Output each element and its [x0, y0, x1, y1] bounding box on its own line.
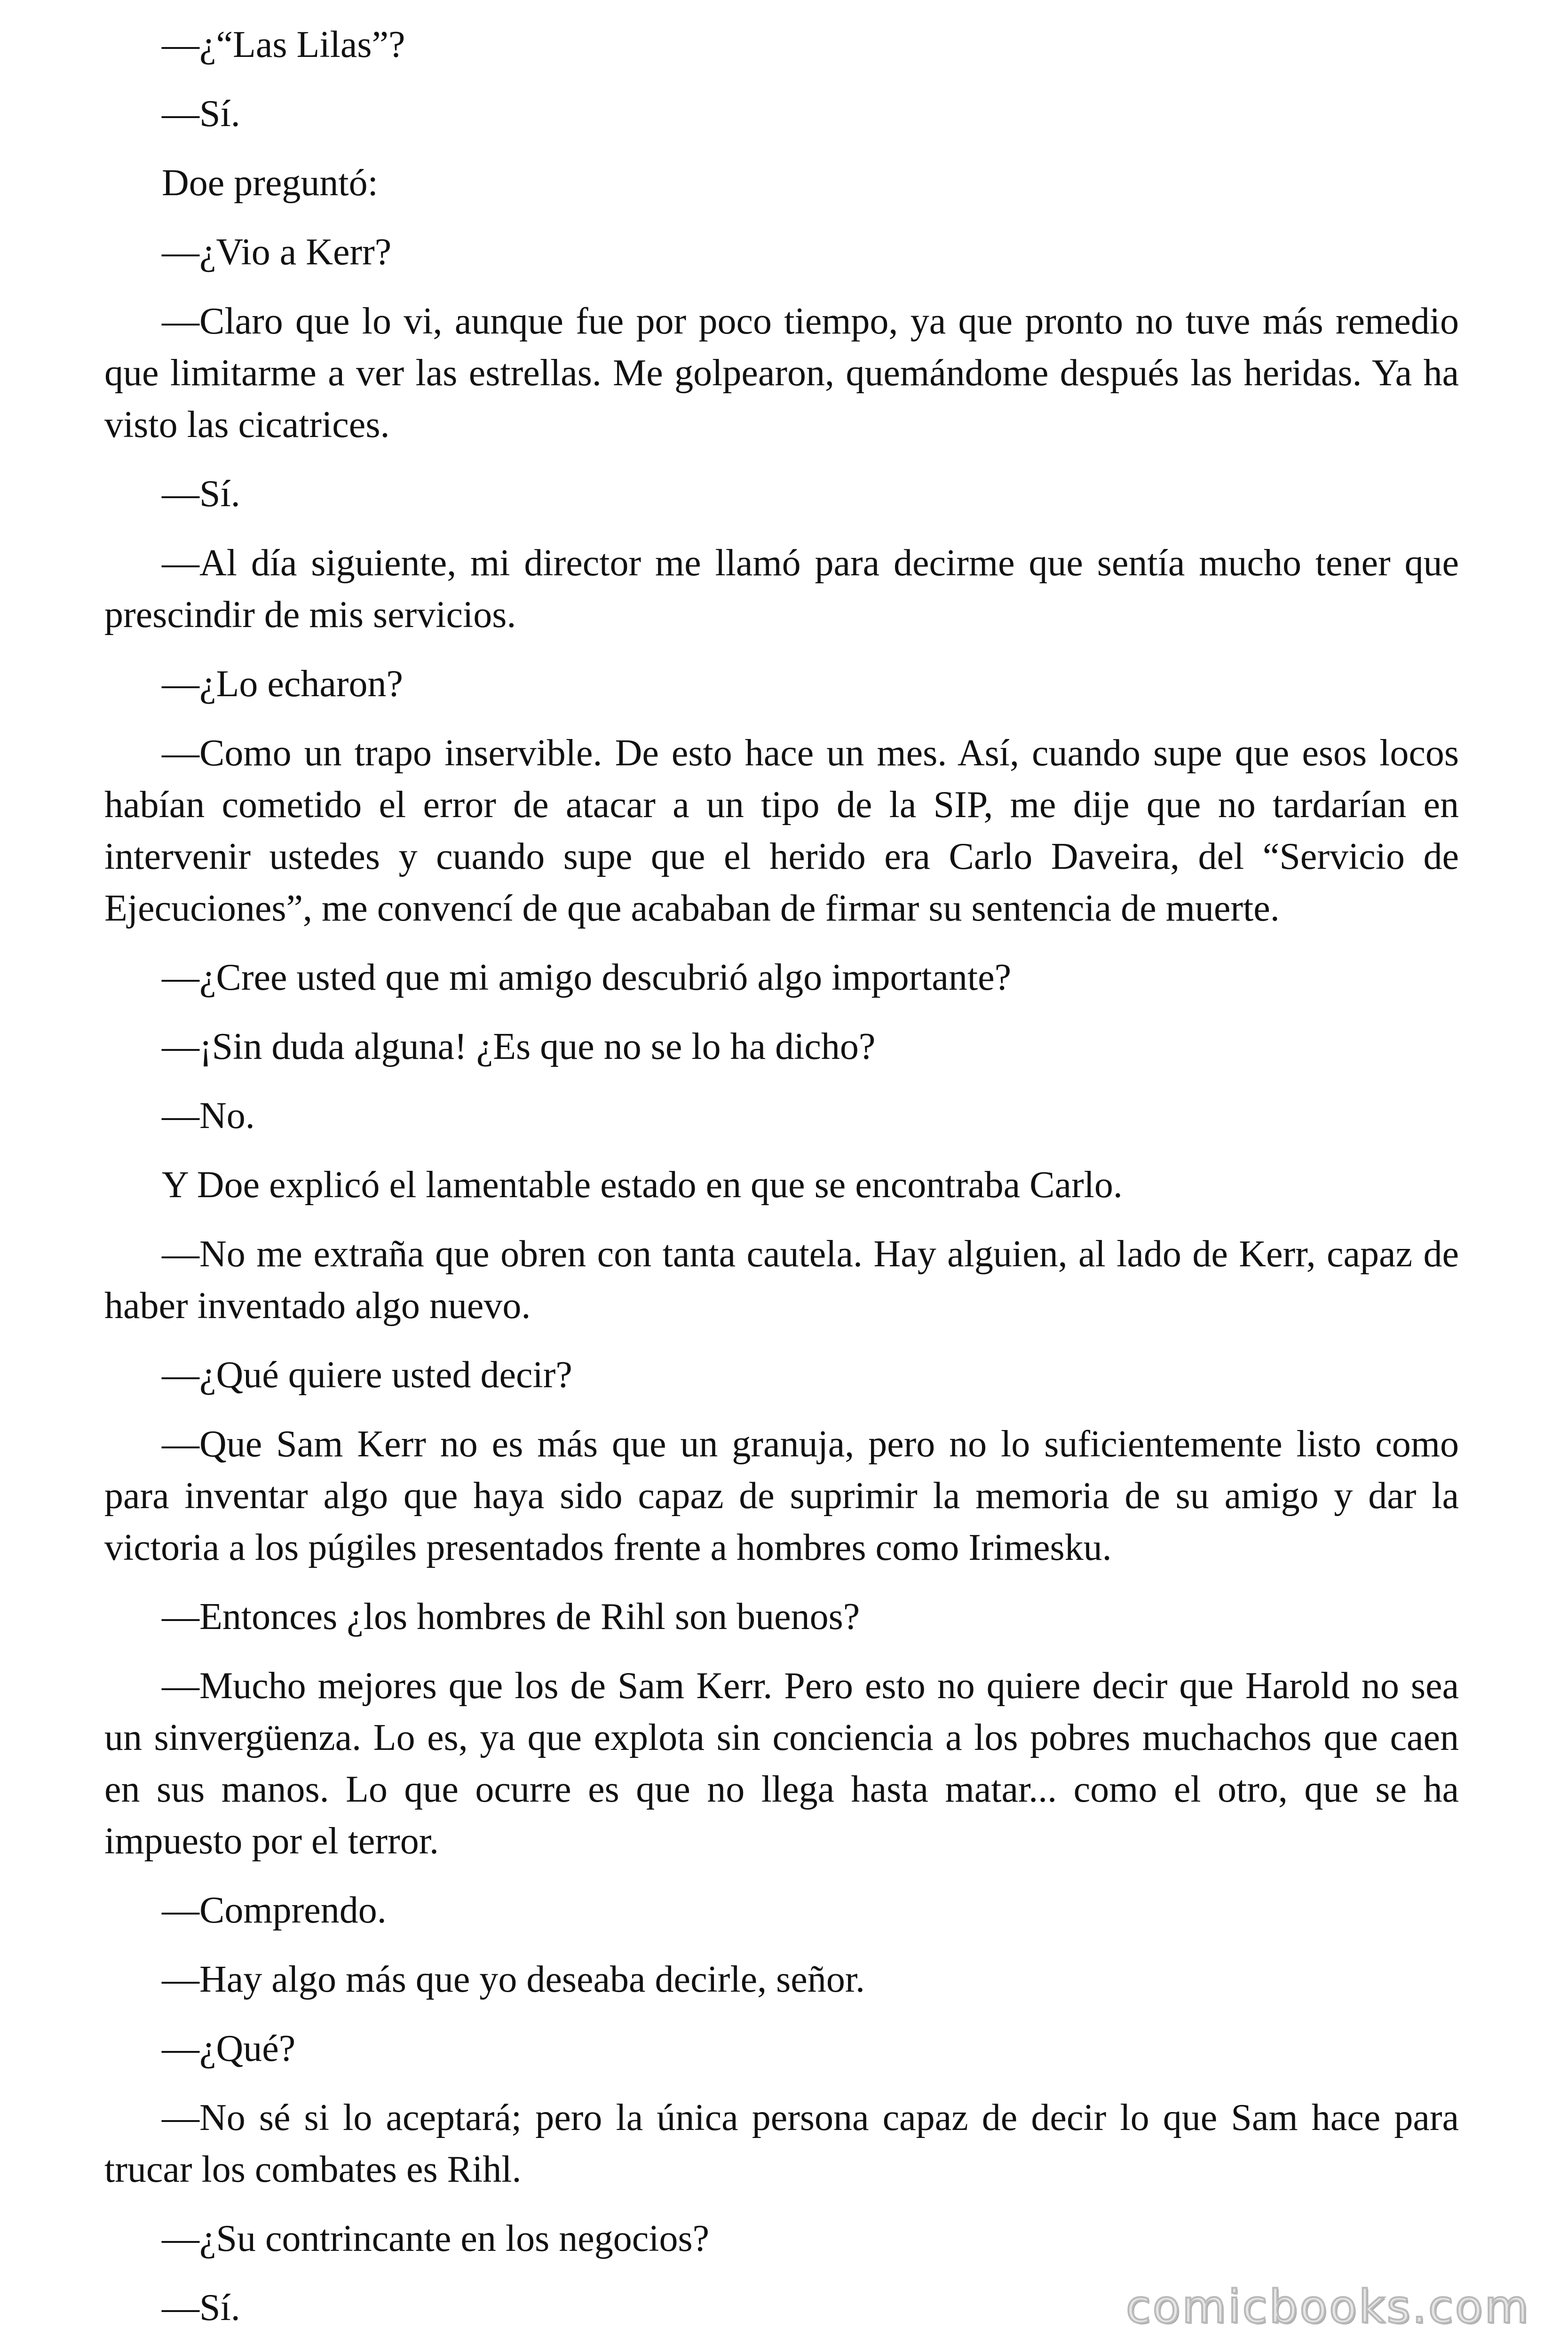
paragraph: Doe preguntó: — [162, 162, 378, 204]
paragraph: —¡Sin duda alguna! ¿Es que no se lo ha dicho? — [162, 1026, 876, 1067]
paragraph: —Comprendo. — [162, 1890, 387, 1931]
paragraph: —Hay algo más que yo deseaba decirle, señor. — [162, 1959, 865, 2000]
paragraph: —¿Qué? — [162, 2028, 296, 2069]
document-body — [104, 19, 1459, 2334]
paragraph: —¿Lo echaron? — [162, 663, 404, 705]
paragraph: —Sí. — [162, 2287, 240, 2328]
paragraph: —Sí. — [162, 473, 240, 515]
paragraph: Y Doe explicó el lamentable estado en que se encontraba Carlo. — [162, 1164, 1123, 1206]
paragraph: —Que Sam Kerr no es más que un granuja, pero no lo suficientemente listo como para inventar algo que haya sido capaz de suprimir la memoria de su amigo y dar la victoria a los púgiles presentados frente a hombres como Irimesku. — [104, 1423, 1459, 1568]
site-watermark: comicbooks.com — [1125, 2280, 1530, 2333]
paragraph: —No. — [162, 1095, 255, 1136]
paragraph: —Como un trapo inservible. De esto hace un mes. Así, cuando supe que esos locos habían cometido el error de atacar a un tipo de la SIP, me dije que no tardarían en intervenir ustedes y cuando supe que el herido era Carlo Daveira, del “Servicio de Ejecuciones”, me convencí de que acababan de firmar su sentencia de muerte. — [104, 732, 1459, 929]
paragraph: —¿Qué quiere usted decir? — [162, 1354, 572, 1396]
paragraph: —Mucho mejores que los de Sam Kerr. Pero esto no quiere decir que Harold no sea un sinvergüenza. Lo es, ya que explota sin conciencia a los pobres muchachos que caen en sus manos. Lo que ocurre es que no llega hasta matar... como el otro, que se ha impuesto por el terror. — [104, 1665, 1459, 1862]
paragraph: —Claro que lo vi, aunque fue por poco tiempo, ya que pronto no tuve más remedio que limitarme a ver las estrellas. Me golpearon, quemándome después las heridas. Ya ha visto las cicatrices. — [104, 301, 1459, 445]
paragraph: —¿Vio a Kerr? — [162, 231, 392, 273]
paragraph: —Sí. — [162, 93, 240, 135]
paragraph: —Al día siguiente, mi director me llamó para decirme que sentía mucho tener que prescindir de mis servicios. — [104, 542, 1459, 636]
paragraph: —¿“Las Lilas”? — [162, 24, 405, 65]
paragraph: —¿Su contrincante en los negocios? — [162, 2218, 710, 2259]
paragraph: —No sé si lo aceptará; pero la única persona capaz de decir lo que Sam hace para trucar los combates es Rihl. — [104, 2097, 1459, 2190]
paragraph: —Entonces ¿los hombres de Rihl son buenos? — [162, 1596, 860, 1637]
paragraph: —No me extraña que obren con tanta cautela. Hay alguien, al lado de Kerr, capaz de haber inventado algo nuevo. — [104, 1233, 1459, 1327]
paragraph: —¿Cree usted que mi amigo descubrió algo importante? — [162, 957, 1012, 998]
